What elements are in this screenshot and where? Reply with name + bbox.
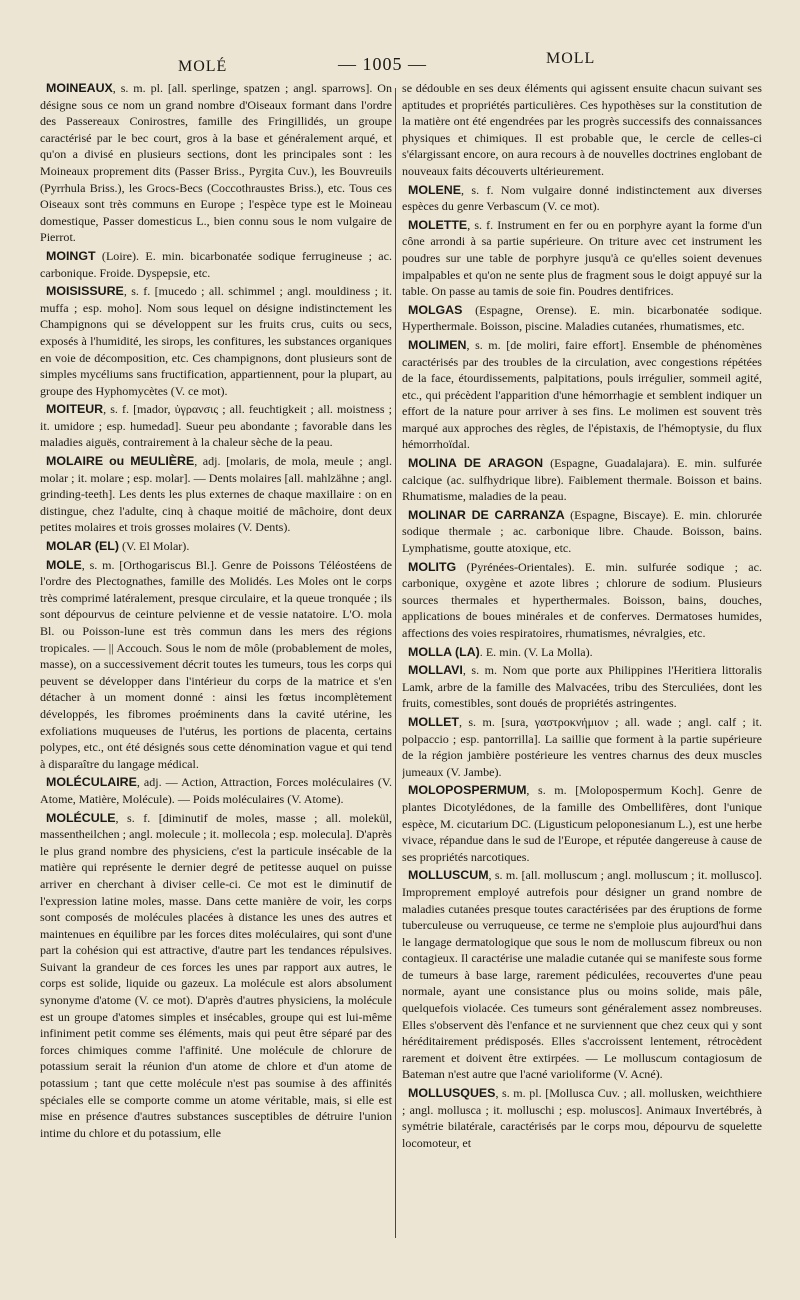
dictionary-entry: [402, 217, 762, 300]
dictionary-entry: [40, 283, 392, 399]
entry-definition: (Loire). E. min. bicarbonatée sodique ferrugineuse ; ac. carbonique. Froide. Dyspepsie, etc.: [40, 248, 392, 280]
entry-headword: MOLAR (EL): [46, 539, 119, 554]
entry-definition: , s. f. Instrument en fer ou en porphyre ayant la forme d'un cône arrondi à sa partie supérieure. On triture avec cet instrument les poudres sur une table de porphyre jusqu'à ce qu'elles soient devenues impalpables et qu'on ne sente plus de fragment sous le doigt appuyé sur la table. On passe au tamis de soie fin. Poudres dentifrices.: [402, 217, 762, 299]
entry-definition: , s. f. [mucedo ; all. schimmel ; angl. mouldiness ; it. muffa ; esp. moho]. Nom sous lequel on désigne indistinctement les Champignons qui se développent sur les fruits crus, cuits ou secs, exposés à l'humidité, les sirops, les confitures, les substances organiques en voie de décomposition, etc. Ces champignons, dont plusieurs sont de simples mycéliums sans fructification, appartiennent, pour la plupart, au groupe des Hyphomycètes (V. ce mot).: [40, 284, 392, 398]
entry-headword: MOLGAS: [408, 302, 463, 317]
entry-definition: , adj. — Action, Attraction, Forces moléculaires (V. Atome, Matière, Molécule). — Poids moléculaires (V. Atome).: [40, 775, 392, 806]
entry-headword: MOISISSURE: [46, 284, 124, 299]
entry-headword: MOLINA DE ARAGON: [408, 456, 544, 471]
dictionary-entry: [40, 774, 392, 807]
left-guide-word: MOLÉ: [178, 58, 228, 75]
entry-headword: MOLÉCULE: [46, 810, 116, 825]
entry-headword: MOLOPOSPERMUM: [408, 783, 527, 798]
dictionary-entry: [40, 557, 392, 773]
entry-headword: MOLLUSQUES: [408, 1086, 496, 1101]
entry-definition: (Pyrénées-Orientales). E. min. sulfurée sodique ; ac. carbonique, oxygène et azote libres ; chlorure de sodium. Plusieurs sources thermales et hyperthermales. Boisson, bains, douches, applications de boues minérales et de conferves. Dermatoses humides, affections des voies respiratoires, rhumatismes, névralgies, etc.: [402, 559, 762, 640]
dictionary-entry: [40, 453, 392, 536]
dictionary-entry: [402, 662, 762, 712]
entry-headword: MOLAIRE ou MEULIÈRE: [46, 454, 195, 469]
dictionary-entry: [402, 714, 762, 780]
entry-definition: , s. m. [de moliri, faire effort]. Ensemble de phénomènes caractérisés par des troubles de la circulation, avec congestions répétées de la face, étourdissements, palpitations, pouls irrégulier, sommeil agité, etc., qui précèdent l'apparition d'une hémorrhagie et semblent indiquer un effort de la nature pour arriver à ses fins. Le molimen est souvent très marqué aux approches des règles, de l'épistaxis, de l'hémoptysie, du flux hémorrhoïdal.: [402, 337, 762, 452]
entry-definition: , s. f. [diminutif de moles, masse ; all. molekül, massentheilchen ; angl. molecule ; it. mollecola ; esp. molecula]. D'après le plus grand nombre des physiciens, c'est la particule insécable de la matière qui représente le dernier degré de petitesse auquel on puisse arriver en cherchant à diviser celle-ci. Ce mot est le diminutif de l'expression latine moles, masse. Dans cette manière de voir, les corps sont composés de molécules placées à distance les unes des autres et maintenues en équilibre par les forces dites moléculaires, qui sont d'une part la cohésion qui est attractive, d'autre part les tendances répulsives. Suivant la grandeur de ces forces les unes par rapport aux autres, le corps est solide, liquide ou gazeux. La molécule est alors absolument synonyme d'atome (V. ce mot). D'après d'autres physiciens, la molécule est un groupe d'atomes simples et insécables, groupe qui est lui-même infiniment petit comme ses éléments, mais qui peut être séparé par des forces chimiques comme l'affinité. Une molécule de chlorure de potassium serait la réunion d'un atome de chlore et d'un atome de potassium ; tant que cette molécule n'est pas soumise à des affinités spéciales elle se comporte comme un atome véritable, mais, si elle est mise en présence d'autres substances susceptibles de détruire l'union intime du chlore et du potassium, elle: [40, 810, 392, 1140]
entry-headword: MOLE: [46, 557, 82, 572]
entry-definition: , s. m. Nom que porte aux Philippines l'Heritiera littoralis Lamk, arbre de la famille des Malvacées, tribu des Sterculiées, dont les fruits, comestibles, sont doués de propriétés astringentes.: [402, 663, 762, 711]
entry-definition: , s. m. pl. [Mollusca Cuv. ; all. mollusken, weichthiere ; angl. mollusca ; it. molluschi ; esp. moluscos]. Animaux Invertébrés, à symétrie bilatérale, caractérisés par le corps mou, dépourvu de squelette locomoteur, et: [402, 1086, 762, 1150]
dictionary-entry: [402, 80, 762, 180]
entry-headword: MOLLUSCUM: [408, 868, 489, 883]
column-divider: [395, 88, 396, 1238]
entry-definition: , s. m. [sura, γαστροκνήμιον ; all. wade ; angl. calf ; it. polpaccio ; esp. pantorrilla]. La saillie que forment à la partie supérieure de la région jambière postérieure les ventres charnus des deux muscles jumeaux (V. Jambe).: [402, 714, 762, 779]
dictionary-entry: [40, 810, 392, 1142]
dictionary-entry: [40, 401, 392, 451]
entry-headword: MOLENE: [408, 182, 462, 197]
entry-definition: (V. El Molar).: [118, 539, 190, 554]
dictionary-entry: [402, 782, 762, 865]
dictionary-entry: [40, 248, 392, 281]
dictionary-entry: [402, 1085, 762, 1151]
dictionary-entry: [402, 455, 762, 505]
right-column: [402, 80, 762, 1245]
entry-headword: MOLIMEN: [408, 337, 467, 352]
entry-definition: , s. m. pl. [all. sperlinge, spatzen ; angl. sparrows]. On désigne sous ce nom un grand nombre d'Oiseaux formant dans l'ordre des Passereaux Conirostres, famille des Fringillidés, un groupe caractérisé par le bec court, gros à la base et généralement arqué, et qu'on a divisé en plusieurs sections, dont les principales sont : les Moineaux proprement dits (Passer Briss., Pyrgita Cuv.), les Bouvreuils (Pyrrhula Briss.), les Grocs-Becs (Coccothraustes Briss.), etc. Tous ces Oiseaux sont très communs en Europe ; l'espèce type est le Moineau domestique, Passer domesticus L., bien connu sous le nom vulgaire de Pierrot.: [40, 81, 392, 245]
dictionary-entry: [402, 337, 762, 453]
entry-definition: , s. f. [mador, ὑγρανσις ; all. feuchtigkeit ; all. moistness ; it. umidore ; esp. humedad]. Sueur peu abondante ; favorable dans les maladies aiguës, contrairement à la chaleur sèche de la peau.: [40, 402, 392, 450]
entry-definition: , s. m. [all. molluscum ; angl. molluscum ; it. mollusco]. Improprement employé autrefois pour désigner un grand nombre de maladies cutanées presque toutes caractérisées par des éruptions de forme tuberculeuse ou verruqueuse, ce terme ne s'emploie plus aujourd'hui dans le langage dermatologique que sous le nom de molluscum fibreux ou non contagieux. Il caractérise une maladie cutanée qui se manifeste sous forme de tumeurs à base large, rarement pédiculées, recouvertes d'une peau normale, ayant une consistance plus ou moins solide, mais pâle, quelquefois violacée. Ces tumeurs sont généralement assez nombreuses. Elles s'observent dès l'enfance et ne surviennent que chez ceux qui y sont héréditairement prédisposés. Elles s'accroissent lentement, rétrocèdent rarement et doivent être extirpées. — Le molluscum contagiosum de Bateman n'est autre que l'acné varioliforme (V. Acné).: [402, 868, 762, 1082]
entry-headword: MOLLA (LA): [408, 644, 480, 659]
entry-definition: (Espagne, Orense). E. min. bicarbonatée sodique. Hyperthermale. Boisson, piscine. Maladies cutanées, rhumatismes, etc.: [402, 302, 762, 334]
page-number: — 1005 —: [338, 54, 427, 74]
entry-definition: (Espagne, Biscaye). E. min. chlorurée sodique thermale ; ac. carbonique libre. Chaude. Boisson, bains. Lymphatisme, goutte atoxique, etc.: [402, 507, 762, 556]
dictionary-entry: [402, 182, 762, 215]
entry-headword: MOLETTE: [408, 217, 468, 232]
dictionary-entry: [402, 507, 762, 557]
entry-headword: MOLITG: [408, 559, 457, 574]
entry-headword: MOINEAUX: [46, 81, 113, 95]
entry-definition: (Espagne, Guadalajara). E. min. sulfurée calcique (ac. sulfhydrique libre). Faiblement thermale. Boisson et bains. Rhumatisme, maladies de la peau.: [402, 456, 762, 504]
page-header: [40, 48, 770, 78]
entry-headword: MOLLET: [408, 714, 459, 729]
dictionary-entry: [402, 644, 762, 661]
entry-definition: , adj. [molaris, de mola, meule ; angl. molar ; it. molare ; esp. molar]. — Dents molaires [all. mahlzähne ; angl. grinding-teeth]. Les dents les plus externes de chaque maxillaire : on en distingue, chez l'adulte, cinq à chaque moitié de mâchoire, dont deux petites molaires et trois grosses molaires (V. Dents).: [40, 454, 392, 535]
entry-headword: MOLINAR DE CARRANZA: [408, 507, 565, 522]
left-column: [40, 80, 392, 1245]
dictionary-entry: [402, 867, 762, 1083]
entry-definition: se dédouble en ses deux éléments qui agissent ensuite chacun suivant ses aptitudes et propriétés particulières. Ces hypothèses sur la constitution de la matière ont été engendrées par les progrès successifs des connaissances physiques et chimiques. Il est probable que, le cercle de celles-ci s'élargissant encore, on aura recours à de nouvelles doctrines englobant de nouveaux faits découverts ultérieurement.: [402, 81, 762, 178]
dictionary-entry: [402, 302, 762, 335]
entry-headword: MOINGT: [46, 248, 96, 263]
entry-definition: , s. f. Nom vulgaire donné indistinctement aux diverses espèces du genre Verbascum (V. ce mot).: [402, 182, 762, 214]
entry-definition: , s. m. [Orthogariscus Bl.]. Genre de Poissons Téléostéens de l'ordre des Plectognathes, famille des Molidés. Les Moles ont le corps très comprimé latéralement, presque circulaire, et la queue tronquée ; ils sont dépourvus de ceinture pelvienne et de vessie natatoire. L'O. mola Bl. ou Poisson-lune est très commun dans les mers des régions tropicales. — || Accouch. Sous le nom de môle (probablement de moles, masse), on a successivement décrit toutes les tumeurs, tous les corps qui peuvent se développer dans l'intérieur du corps de la matrice et s'en détacher à un moment donné : ainsi les fœtus incomplètement développés, les fibromes proéminents dans la cavité utérine, les exfoliations muqueuses de l'utérus, les portions de placenta, certains polypes, etc., ont été désignés sous cette dénomination vague et qui tend à disparaître du langage médical.: [40, 557, 392, 771]
right-guide-word: MOLL: [546, 50, 596, 67]
dictionary-entry: [40, 80, 392, 246]
entry-definition: , s. m. [Molopospermum Koch]. Genre de plantes Dicotylédones, de la famille des Ombellifères, dont l'unique espèce, M. cicutarium DC. (Ligusticum peloponesianum L.), est une herbe vivace, répandue dans le sud de l'Europe, et réputée dangereuse à cause de ses propriétés narcotiques.: [402, 783, 762, 864]
entry-definition: . E. min. (V. La Molla).: [479, 644, 593, 659]
dictionary-entry: [402, 559, 762, 642]
entry-headword: MOLÉCULAIRE: [46, 775, 137, 790]
dictionary-entry: [40, 538, 392, 555]
entry-headword: MOLLAVI: [408, 663, 463, 678]
entry-headword: MOITEUR: [46, 402, 104, 417]
